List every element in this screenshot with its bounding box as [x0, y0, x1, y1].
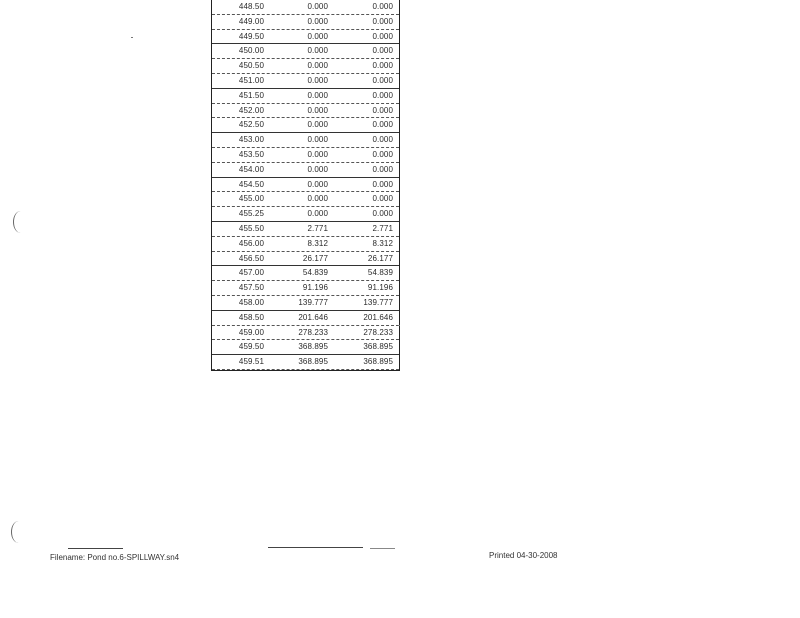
table-row [212, 192, 399, 207]
elevation-cell: 457.00 [238, 268, 264, 278]
elevation-cell: 457.50 [238, 283, 264, 293]
value-b-cell: 0.000 [372, 61, 393, 71]
value-b-cell: 368.895 [363, 342, 393, 352]
elevation-cell: 452.00 [238, 105, 264, 115]
value-b-cell: 0.000 [372, 209, 393, 219]
elevation-cell: 459.51 [238, 357, 264, 367]
value-a-cell: 0.000 [307, 149, 328, 159]
value-b-cell: 0.000 [372, 90, 393, 100]
value-b-cell: 54.839 [367, 268, 393, 278]
table-row [212, 133, 399, 148]
footer-rule [268, 547, 363, 548]
table-row [212, 355, 399, 370]
elevation-cell: 454.50 [238, 179, 264, 189]
value-b-cell: 0.000 [372, 75, 393, 85]
value-a-cell: 0.000 [307, 75, 328, 85]
elevation-cell: 450.50 [238, 61, 264, 71]
value-b-cell: 0.000 [372, 135, 393, 145]
elevation-cell: 453.00 [238, 135, 264, 145]
value-b-cell: 0.000 [372, 120, 393, 130]
value-a-cell: 0.000 [307, 16, 328, 26]
elevation-cell: 458.50 [238, 312, 264, 322]
value-a-cell: 368.895 [298, 342, 328, 352]
elevation-cell: 454.00 [238, 164, 264, 174]
elevation-cell: 456.50 [238, 253, 264, 263]
table-row [212, 104, 399, 119]
value-b-cell: 139.777 [363, 297, 393, 307]
value-b-cell: 0.000 [372, 194, 393, 204]
value-a-cell: 0.000 [307, 2, 328, 11]
table-row [212, 0, 399, 15]
table-row [212, 296, 399, 311]
value-a-cell: 2.771 [307, 223, 328, 233]
elevation-cell: 455.00 [238, 194, 264, 204]
table-row [212, 74, 399, 89]
elevation-cell: 449.00 [238, 16, 264, 26]
value-a-cell: 54.839 [302, 268, 328, 278]
value-b-cell: 2.771 [372, 223, 393, 233]
footer-rule [370, 548, 395, 549]
elevation-cell: 450.00 [238, 46, 264, 56]
value-b-cell: 0.000 [372, 149, 393, 159]
elevation-cell: 459.50 [238, 342, 264, 352]
footer-rule [68, 548, 123, 549]
elevation-cell: 448.50 [238, 2, 264, 11]
table-row [212, 207, 399, 222]
value-b-cell: 0.000 [372, 2, 393, 11]
table-row [212, 148, 399, 163]
value-a-cell: 8.312 [307, 238, 328, 248]
table-row [212, 59, 399, 74]
value-a-cell: 368.895 [298, 357, 328, 367]
elevation-cell: 449.50 [238, 31, 264, 41]
value-a-cell: 0.000 [307, 179, 328, 189]
scan-speck [398, 325, 400, 326]
table-row [212, 118, 399, 133]
value-b-cell: 0.000 [372, 16, 393, 26]
value-b-cell: 201.646 [363, 312, 393, 322]
value-a-cell: 0.000 [307, 209, 328, 219]
table-row [212, 89, 399, 104]
elevation-cell: 455.25 [238, 209, 264, 219]
value-b-cell: 8.312 [372, 238, 393, 248]
value-a-cell: 91.196 [302, 283, 328, 293]
table-row [212, 222, 399, 237]
elevation-cell: 459.00 [238, 327, 264, 337]
footer-filename: Filename: Pond no.6-SPILLWAY.sn4 [50, 553, 180, 562]
scan-speck [131, 37, 133, 38]
elevation-cell: 451.00 [238, 75, 264, 85]
table-row [212, 340, 399, 355]
table-row [212, 237, 399, 252]
value-a-cell: 0.000 [307, 31, 328, 41]
table-row [212, 266, 399, 281]
binder-hole-bottom [11, 521, 26, 543]
value-a-cell: 201.646 [298, 312, 328, 322]
rating-table [211, 0, 400, 371]
table-row [212, 163, 399, 178]
table-row [212, 15, 399, 30]
binder-hole-top [13, 211, 28, 233]
value-b-cell: 278.233 [363, 327, 393, 337]
value-a-cell: 0.000 [307, 90, 328, 100]
value-b-cell: 0.000 [372, 164, 393, 174]
elevation-cell: 453.50 [238, 149, 264, 159]
value-a-cell: 278.233 [298, 327, 328, 337]
value-b-cell: 26.177 [367, 253, 393, 263]
table-row [212, 44, 399, 59]
table-row [212, 326, 399, 341]
elevation-cell: 455.50 [238, 223, 264, 233]
value-b-cell: 0.000 [372, 31, 393, 41]
table-row [212, 178, 399, 193]
value-b-cell: 0.000 [372, 46, 393, 56]
value-a-cell: 0.000 [307, 164, 328, 174]
table-row [212, 281, 399, 296]
elevation-cell: 458.00 [238, 297, 264, 307]
value-a-cell: 0.000 [307, 135, 328, 145]
value-a-cell: 0.000 [307, 46, 328, 56]
value-a-cell: 0.000 [307, 105, 328, 115]
value-b-cell: 0.000 [372, 179, 393, 189]
table-row [212, 252, 399, 267]
value-a-cell: 139.777 [298, 297, 328, 307]
value-a-cell: 0.000 [307, 61, 328, 71]
value-a-cell: 26.177 [302, 253, 328, 263]
value-b-cell: 0.000 [372, 105, 393, 115]
value-b-cell: 368.895 [363, 357, 393, 367]
footer-printed-date: Printed 04-30-2008 [489, 551, 558, 560]
value-a-cell: 0.000 [307, 120, 328, 130]
table-row [212, 30, 399, 45]
elevation-cell: 451.50 [238, 90, 264, 100]
elevation-cell: 456.00 [238, 238, 264, 248]
value-a-cell: 0.000 [307, 194, 328, 204]
table-row [212, 311, 399, 326]
value-b-cell: 91.196 [367, 283, 393, 293]
elevation-cell: 452.50 [238, 120, 264, 130]
